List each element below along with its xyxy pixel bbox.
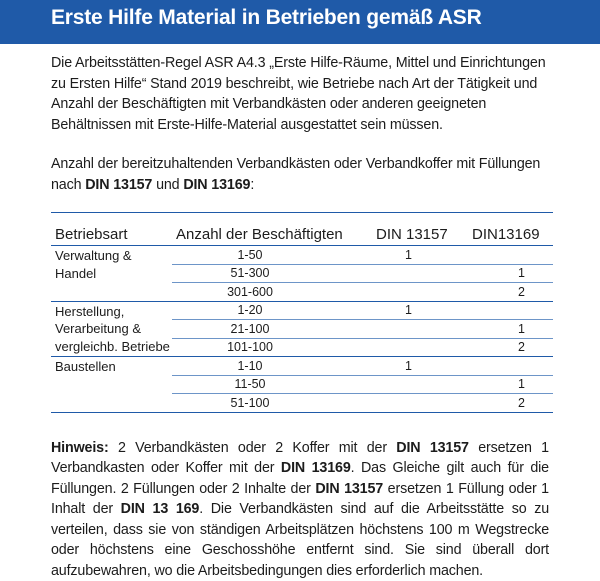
cell-employees: 51-100: [172, 396, 328, 410]
cell-employees: 301-600: [172, 285, 328, 299]
table-row: [172, 320, 553, 339]
group-label-line: vergleichb. Betriebe: [55, 338, 172, 356]
group-label-line: Baustellen: [55, 358, 172, 376]
hint-din: DIN 13 169: [121, 501, 200, 517]
cell-din-13169: 1: [424, 377, 537, 391]
table-row: [172, 357, 553, 376]
cell-din-13157: 1: [328, 359, 424, 373]
group-label: [51, 246, 172, 301]
cell-din-13169: 1: [424, 266, 537, 280]
group-label-line: Verarbeitung &: [55, 320, 172, 338]
hint-paragraph: [51, 438, 549, 581]
hint-text: ersetzen 1 Füllung oder 1 Inhalt der: [51, 481, 549, 518]
header-beschaeftigte: Anzahl der Beschäftigten: [176, 226, 376, 243]
table-group-baustellen: [51, 357, 553, 413]
table-row: [172, 265, 553, 284]
table-header-row: [51, 213, 553, 246]
group-label-line: Herstellung,: [55, 303, 172, 321]
table-row: [172, 246, 553, 265]
group-label-line: Handel: [55, 265, 172, 283]
cell-din-13169: 2: [424, 396, 537, 410]
cell-employees: 51-300: [172, 266, 328, 280]
cell-din-13157: 1: [328, 303, 424, 317]
table-row: [172, 302, 553, 321]
cell-employees: 11-50: [172, 377, 328, 391]
hint-text: . Das Gleiche gilt auch für die Füllungen. 2 Füllungen oder 2 Inhalte der: [51, 460, 549, 497]
table-row: [172, 376, 553, 395]
hint-text: 2 Verbandkästen oder 2 Koffer mit der: [109, 440, 397, 456]
lead-mid: und: [152, 177, 183, 193]
intro-paragraph: Die Arbeitsstätten-Regel ASR A4.3 „Erste Hilfe-Räume, Mittel und Einrichtungen zu Ersten Hilfe“ Stand 2019 beschreibt, wie Betriebe nach Art der Tätigkeit und Anzahl der Beschäftigten mit Verbandkästen oder anderen geeigneten Behältnissen mit Erste-Hilfe-Material ausgestattet sein müssen.: [51, 53, 549, 135]
cell-employees: 21-100: [172, 322, 328, 336]
header-din-13169: DIN13169: [472, 226, 552, 243]
cell-din-13169: 2: [424, 285, 537, 299]
lead-din-13169: DIN 13169: [183, 177, 250, 193]
lead-end: :: [250, 177, 254, 193]
hint-text: . Die Verbandkästen sind auf die Arbeitsstätte so zu verteilen, dass sie von ständigen Arbeitsplätzen höchstens 100 m Wegstrecke oder höchstens eine Geschosshöhe entfernt sind. Sie sind überall dort aufzubewahren, wo die Arbeitsbedingungen dies erforderlich machen.: [51, 501, 549, 579]
cell-employees: 1-50: [172, 248, 328, 262]
document-body: [0, 53, 600, 581]
page-header: [0, 0, 600, 44]
table-row: [172, 339, 553, 357]
page-title: Erste Hilfe Material in Betrieben gemäß ASR: [51, 6, 482, 29]
table-lead-paragraph: [51, 154, 549, 195]
first-aid-table: [51, 212, 553, 413]
hint-din: DIN 13169: [281, 460, 351, 476]
lead-text: Anzahl der bereitzuhaltenden Verbandkästen oder Verbandkoffer mit Füllungen nach: [51, 156, 540, 193]
table-row: [172, 283, 553, 301]
header-betriebsart: Betriebsart: [51, 226, 176, 243]
cell-employees: 1-20: [172, 303, 328, 317]
cell-employees: 101-100: [172, 340, 328, 354]
group-label: [51, 357, 172, 412]
hint-label: Hinweis:: [51, 440, 109, 456]
table-group-herstellung: [51, 302, 553, 358]
hint-text: ersetzen 1 Verbandkasten oder Koffer mit der: [51, 440, 549, 477]
cell-din-13169: 2: [424, 340, 537, 354]
lead-din-13157: DIN 13157: [85, 177, 152, 193]
cell-din-13157: 1: [328, 248, 424, 262]
cell-din-13169: 1: [424, 322, 537, 336]
header-din-13157: DIN 13157: [376, 226, 472, 243]
group-label: [51, 302, 172, 357]
group-label-line: Verwaltung &: [55, 247, 172, 265]
hint-din: DIN 13157: [396, 440, 469, 456]
table-group-verwaltung: [51, 246, 553, 302]
table-row: [172, 394, 553, 412]
cell-employees: 1-10: [172, 359, 328, 373]
hint-din: DIN 13157: [315, 481, 383, 497]
